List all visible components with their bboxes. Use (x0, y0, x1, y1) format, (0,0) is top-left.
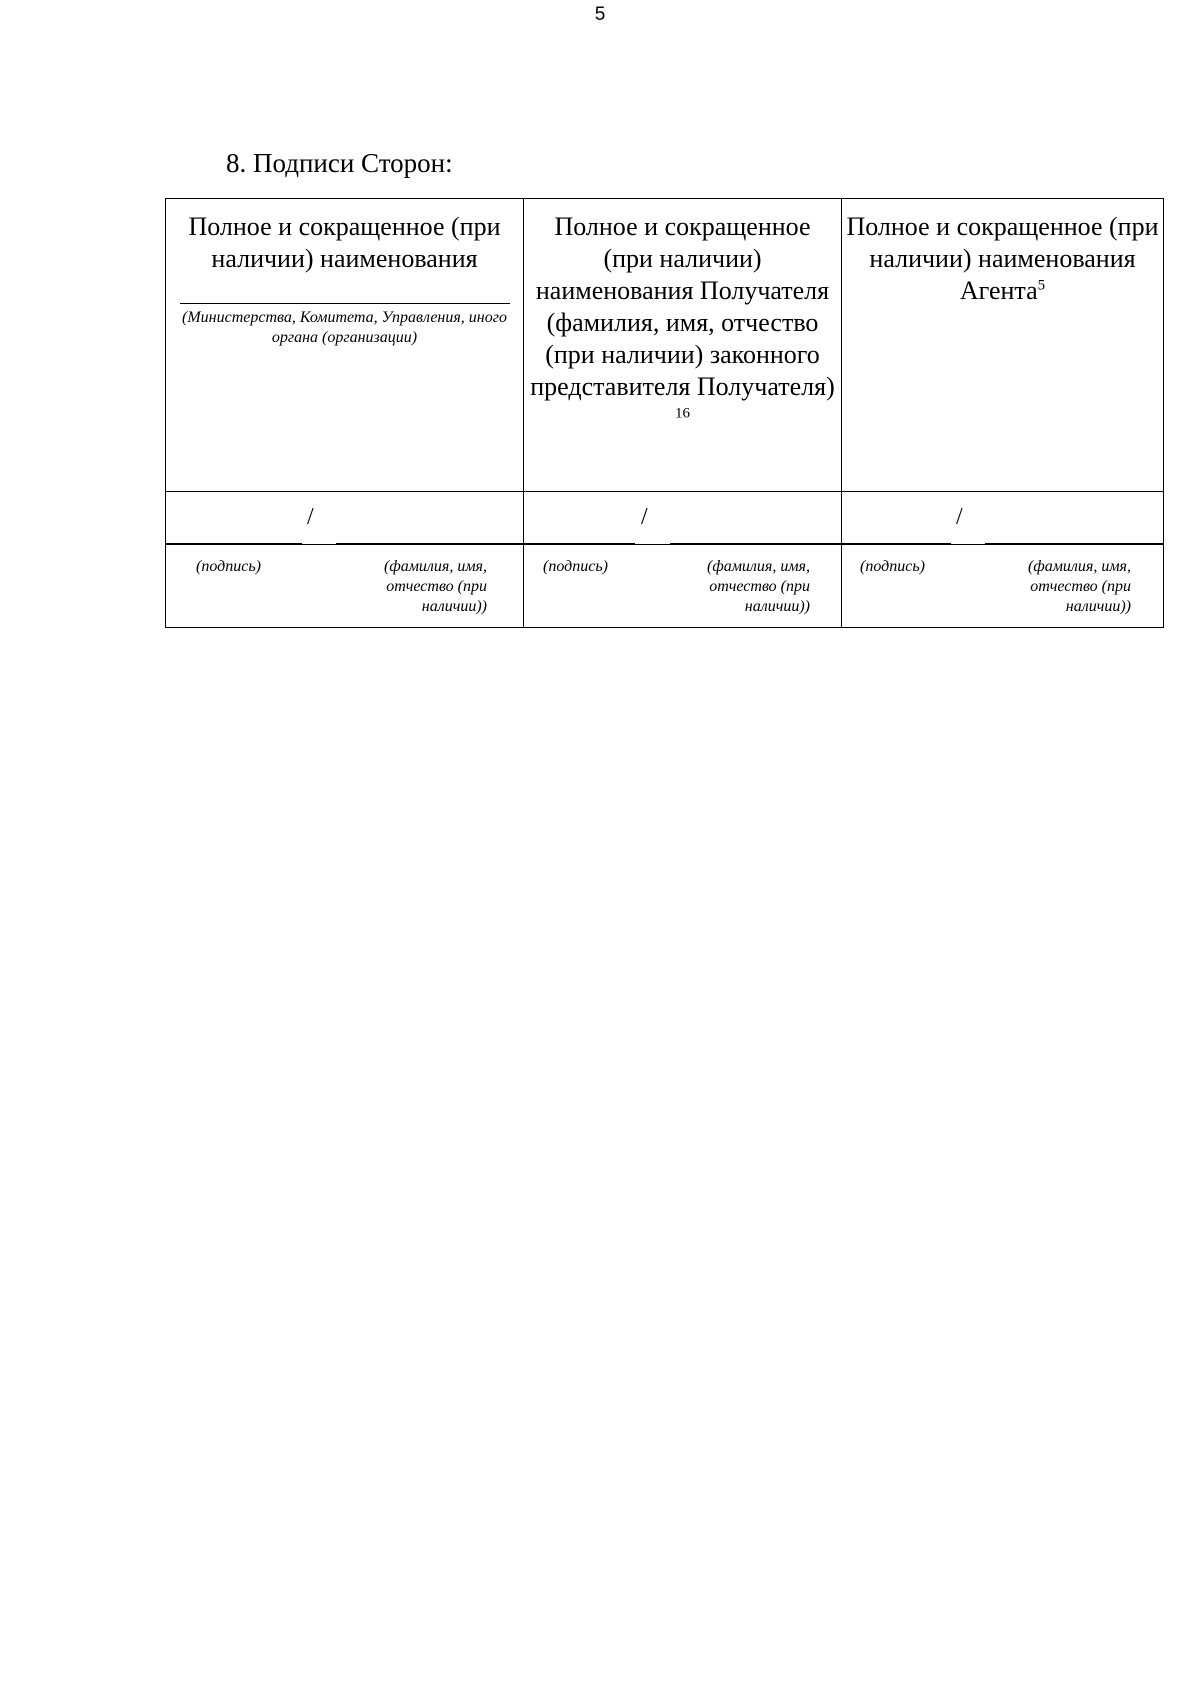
recipient-captions-cell (524, 545, 842, 628)
ministry-name-cell (166, 199, 524, 492)
ministry-fio-caption: (фамилия, имя, отчество (при наличии)) (384, 558, 487, 615)
agent-footnote: 5 (1037, 277, 1046, 294)
ministry-signature-caption: (подпись) (196, 558, 261, 575)
agent-signature-caption: (подпись) (860, 558, 925, 575)
recipient-slash: / (641, 504, 648, 530)
recipient-name-cell (524, 199, 842, 492)
page-number: 5 (594, 4, 606, 25)
ministry-captions-cell (166, 545, 524, 628)
agent-fio-caption: (фамилия, имя, отчество (при наличии)) (1028, 558, 1131, 615)
ministry-name-line[interactable] (180, 303, 510, 304)
ministry-name-title: Полное и сокращенное (при наличии) наименования (188, 212, 501, 273)
recipient-footnote: 16 (675, 405, 690, 422)
ministry-signature-cell (166, 492, 524, 545)
agent-name-title: Полное и сокращенное (при наличии) наименования Агента$^5$ (846, 212, 1159, 305)
signatures-table (165, 198, 1164, 628)
signature-lines-row (166, 492, 1164, 545)
recipient-fio-caption: (фамилия, имя, отчество (при наличии)) (707, 558, 810, 615)
recipient-name-title: Полное и сокращенное (при наличии) наименования Получателя (фамилия, имя, отчество (при наличии) законного представителя Получателя) $^{16}$ (530, 212, 835, 422)
recipient-signature-cell (524, 492, 842, 545)
agent-captions-cell (842, 545, 1164, 628)
section-heading: 8. Подписи Сторон: (226, 148, 453, 178)
captions-row (166, 545, 1164, 628)
agent-slash: / (956, 504, 963, 530)
agent-name-cell (842, 199, 1164, 492)
ministry-slash: / (307, 504, 314, 530)
recipient-signature-caption: (подпись) (543, 558, 608, 575)
ministry-name-caption: (Министерства, Комитета, Управления, иного органа (организации) (182, 309, 507, 346)
agent-signature-cell (842, 492, 1164, 545)
party-names-row (166, 199, 1164, 492)
